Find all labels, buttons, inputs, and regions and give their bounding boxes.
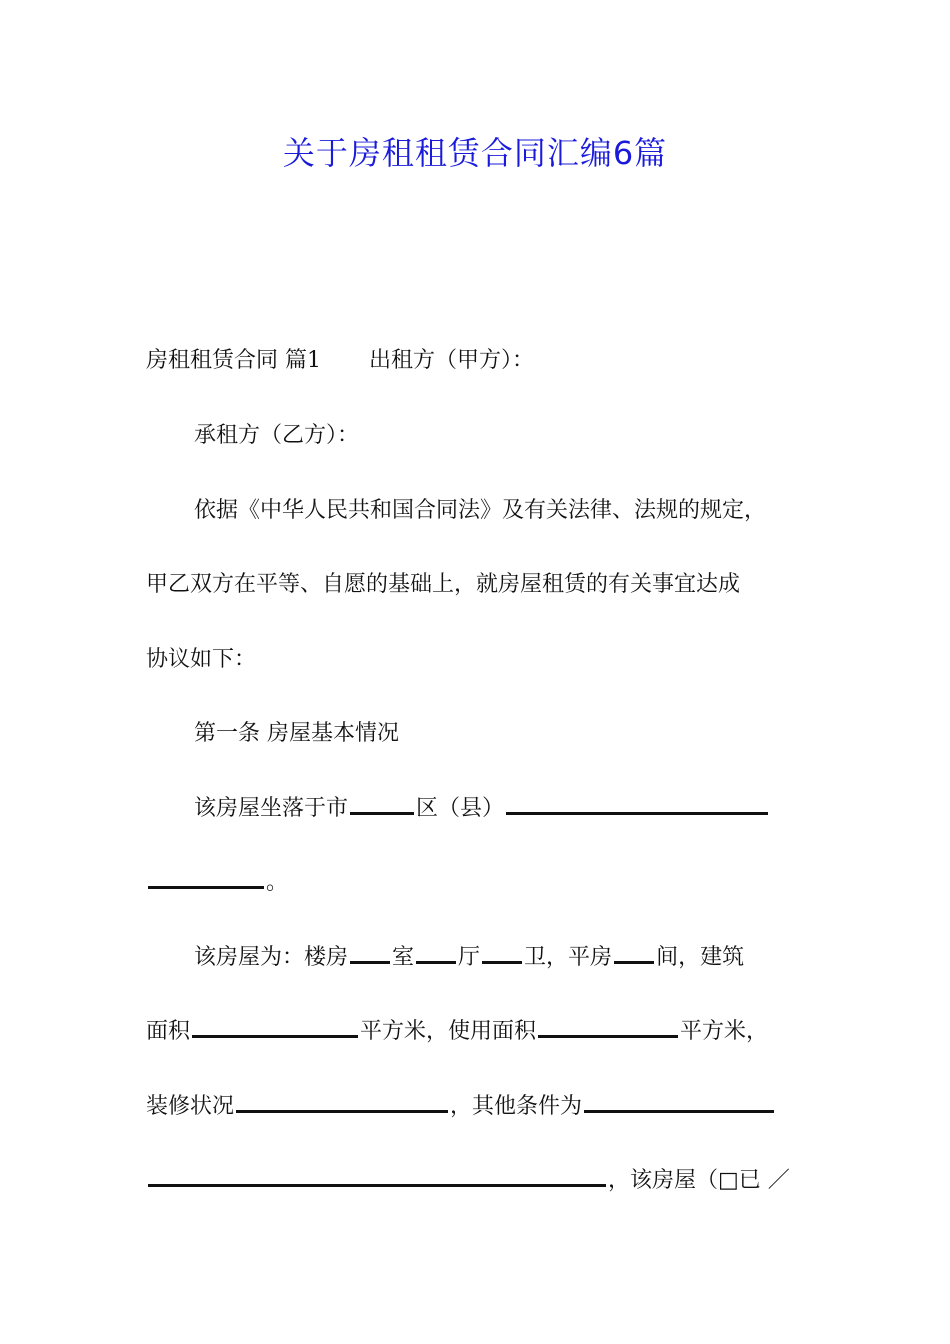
intro-text-1: 依据《中华人民共和国合同法》及有关法律、法规的规定， <box>194 498 767 523</box>
rooms-blank <box>350 960 390 964</box>
house-type-room: 室 <box>392 945 415 970</box>
decoration-blank <box>236 1109 448 1113</box>
house-type-text-a: 该房屋为：楼房 <box>194 945 349 970</box>
house-type-hall: 厅 <box>458 945 481 970</box>
other-conditions-blank-2 <box>148 1183 606 1187</box>
final-text: ，该房屋（□已 ／ <box>608 1168 790 1193</box>
intro-text-3: 协议如下： <box>146 647 257 672</box>
area-text-b: 平方米，使用面积 <box>360 1019 537 1044</box>
location-line-2 <box>146 868 816 898</box>
location-text-a: 该房屋坐落于市 <box>194 796 349 821</box>
district-blank <box>506 811 768 815</box>
bungalow-rooms-blank <box>614 960 654 964</box>
location-text-b: 区（县） <box>416 796 505 821</box>
location-line <box>194 794 814 824</box>
intro-line-2 <box>146 570 816 600</box>
house-type-line <box>194 943 814 973</box>
house-type-bath: 卫，平房 <box>524 945 613 970</box>
lessee-label: 承租方（乙方）： <box>194 423 360 448</box>
lessor-label: 出租方（甲方）： <box>369 348 535 373</box>
article-1-title-line <box>194 719 814 749</box>
section-heading: 房租租赁合同 篇1 <box>146 348 321 373</box>
area-text-c: 平方米， <box>680 1019 769 1044</box>
article-1-title: 第一条 房屋基本情况 <box>194 721 399 746</box>
address-blank <box>148 885 264 889</box>
intro-text-2: 甲乙双方在平等、自愿的基础上，就房屋租赁的有关事宜达成 <box>146 572 741 597</box>
halls-blank <box>416 960 456 964</box>
lessee-line <box>194 421 814 451</box>
building-area-blank <box>192 1034 358 1038</box>
area-text-a: 面积 <box>146 1019 191 1044</box>
area-line <box>146 1017 816 1047</box>
decoration-line <box>146 1092 816 1122</box>
city-blank <box>350 811 414 815</box>
usable-area-blank <box>538 1034 678 1038</box>
intro-line-3 <box>146 645 816 675</box>
location-end: 。 <box>266 870 289 895</box>
other-conditions-blank <box>584 1109 774 1113</box>
document-title: 关于房租租赁合同汇编6篇 <box>282 134 668 172</box>
intro-line-1 <box>194 496 814 526</box>
heading-line <box>146 346 816 376</box>
decoration-text-b: ，其他条件为 <box>450 1094 583 1119</box>
baths-blank <box>482 960 522 964</box>
decoration-text-a: 装修状况 <box>146 1094 235 1119</box>
house-type-end: 间，建筑 <box>656 945 745 970</box>
final-line <box>146 1166 816 1196</box>
